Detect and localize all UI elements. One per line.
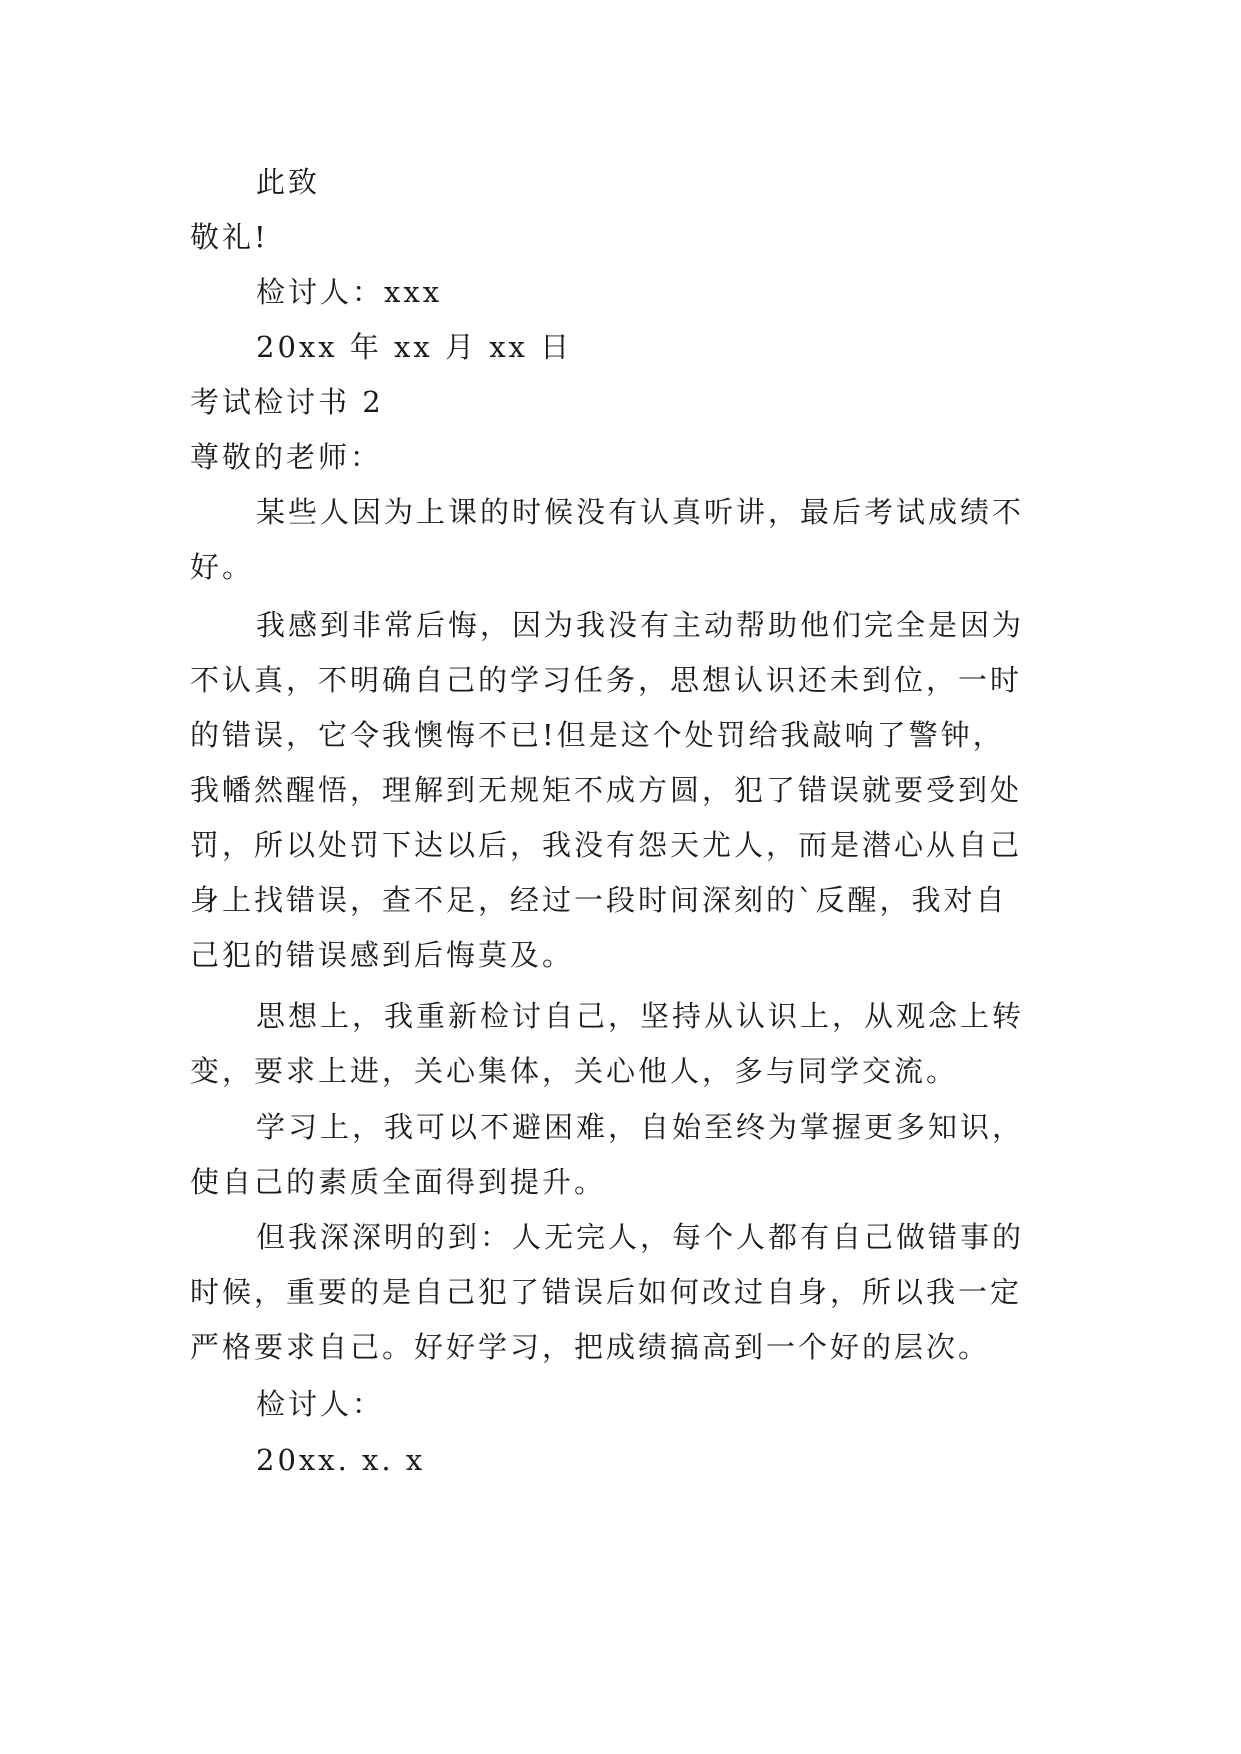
body-line: 变，要求上进，关心集体，关心他人，多与同学交流。 <box>190 1054 959 1088</box>
body-line: 身上找错误，查不足，经过一段时间深刻的`反醒，我对自 <box>190 883 1008 917</box>
signer-line: 检讨人：xxx <box>256 275 443 309</box>
body-line: 思想上，我重新检讨自己，坚持从认识上，从观念上转 <box>256 999 1025 1033</box>
date-line: 20xx 年 xx 月 xx 日 <box>256 330 573 364</box>
closing-salute: 敬礼! <box>190 220 269 254</box>
body-line: 我幡然醒悟，理解到无规矩不成方圆，犯了错误就要受到处 <box>190 773 1023 807</box>
body-line: 严格要求自己。好好学习，把成绩搞高到一个好的层次。 <box>190 1330 991 1364</box>
signer-line: 检讨人： <box>256 1387 385 1421</box>
body-line: 的错误，它令我懊悔不已!但是这个处罚给我敲响了警钟， <box>190 718 1005 752</box>
body-line: 某些人因为上课的时候没有认真听讲，最后考试成绩不 <box>256 495 1025 529</box>
body-line: 但我深深明的到：人无完人，每个人都有自己做错事的 <box>256 1220 1025 1254</box>
closing-line: 此致 <box>256 165 321 199</box>
body-line: 学习上，我可以不避困难，自始至终为掌握更多知识， <box>256 1110 1025 1144</box>
date-line: 20xx. x. x <box>256 1443 426 1477</box>
salutation: 尊敬的老师： <box>190 440 383 474</box>
section-title: 考试检讨书 2 <box>190 385 384 419</box>
body-line: 己犯的错误感到后悔莫及。 <box>190 938 575 972</box>
body-line: 我感到非常后悔，因为我没有主动帮助他们完全是因为 <box>256 608 1025 642</box>
body-line: 不认真，不明确自己的学习任务，思想认识还未到位，一时 <box>190 663 1023 697</box>
body-line: 罚，所以处罚下达以后，我没有怨天尤人，而是潜心从自己 <box>190 828 1023 862</box>
body-line: 好。 <box>190 550 255 584</box>
body-line: 时候，重要的是自己犯了错误后如何改过自身，所以我一定 <box>190 1275 1023 1309</box>
body-line: 使自己的素质全面得到提升。 <box>190 1165 607 1199</box>
